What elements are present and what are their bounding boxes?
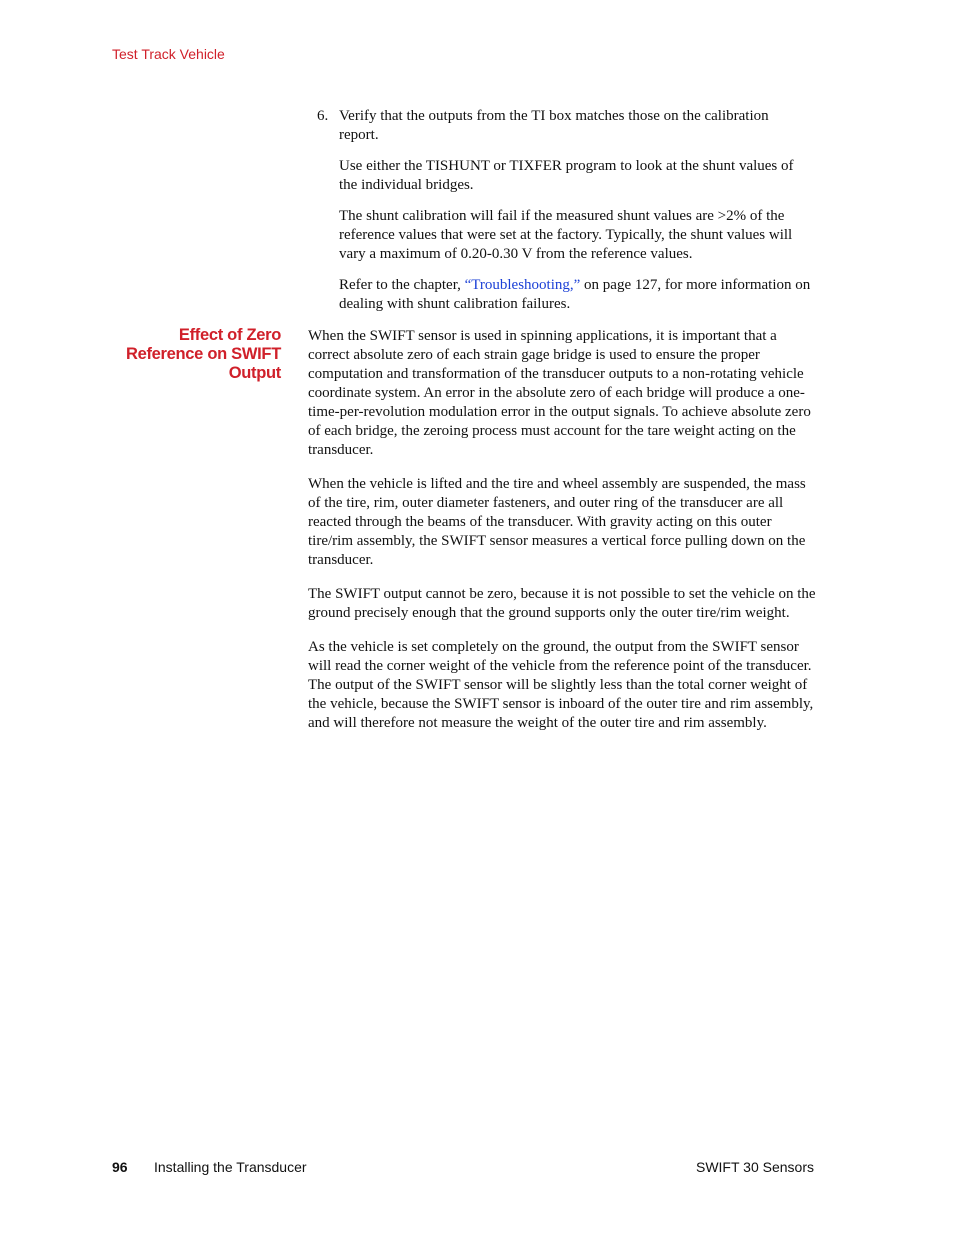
step-body: [339, 107, 811, 326]
step-row: [317, 107, 817, 326]
section-heading-line: Effect of Zero: [178, 326, 281, 344]
footer-chapter: Installing the Transducer: [154, 1159, 307, 1175]
body-paragraph: As the vehicle is set completely on the ground, the output from the SWIFT sensor will read the corner weight of the vehicle from the reference point of the transducer. The output of the SWIFT sensor will be slightly less than the total corner weight of the vehicle, because the SWIFT sensor is inboard of the outer tire and rim assembly, and will therefore not measure the weight of the outer tire and rim assembly.: [308, 639, 814, 731]
step-note-program: Use either the TISHUNT or TIXFER program to look at the shunt values of the individual bridges.: [339, 158, 794, 193]
step-note-reference: [339, 276, 811, 314]
procedure-step-6: [317, 107, 817, 326]
reference-text-before: Refer to the chapter,: [339, 277, 465, 293]
step-number: 6.: [317, 108, 329, 124]
running-header: Test Track Vehicle: [112, 46, 225, 62]
section-body: [308, 327, 816, 748]
page-number: 96: [112, 1159, 128, 1175]
body-paragraph: When the vehicle is lifted and the tire and wheel assembly are suspended, the mass of the tire, rim, outer diameter fasteners, and outer ring of the transducer are all reacted through the beams of the transducer. With gravity acting on this outer tire/rim assembly, the SWIFT sensor measures a vertical force pulling down on the transducer.: [308, 476, 806, 568]
body-paragraph: The SWIFT output cannot be zero, because it is not possible to set the vehicle on the ground precisely enough that the ground supports only the outer tire/rim weight.: [308, 586, 816, 621]
section-heading-line: Reference on SWIFT: [125, 345, 281, 363]
footer-product: SWIFT 30 Sensors: [695, 1159, 814, 1175]
step-instruction: Verify that the outputs from the TI box matches those on the calibration report.: [339, 108, 769, 143]
section-heading: [100, 326, 281, 383]
step-note-failure: The shunt calibration will fail if the measured shunt values are >2% of the reference values that were set at the factory. Typically, the shunt values will vary a maximum of 0.20-0.30 V from the reference values.: [339, 208, 793, 262]
troubleshooting-link[interactable]: “Troubleshooting,”: [464, 277, 581, 293]
body-paragraph: When the SWIFT sensor is used in spinning applications, it is important that a correct absolute zero of each strain gage bridge is used to ensure the proper computation and transformation of the transducer outputs to a non-rotating vehicle coordinate system. An error in the absolute zero of each bridge will produce a one-time-per-revolution modulation error in the output signals. To achieve absolute zero of each bridge, the zeroing process must account for the tare weight acting on the transducer.: [308, 328, 811, 458]
reference-text-after: on page 127, for more information on dealing with shunt calibration failures.: [339, 277, 811, 312]
section-heading-line: Output: [228, 364, 281, 382]
